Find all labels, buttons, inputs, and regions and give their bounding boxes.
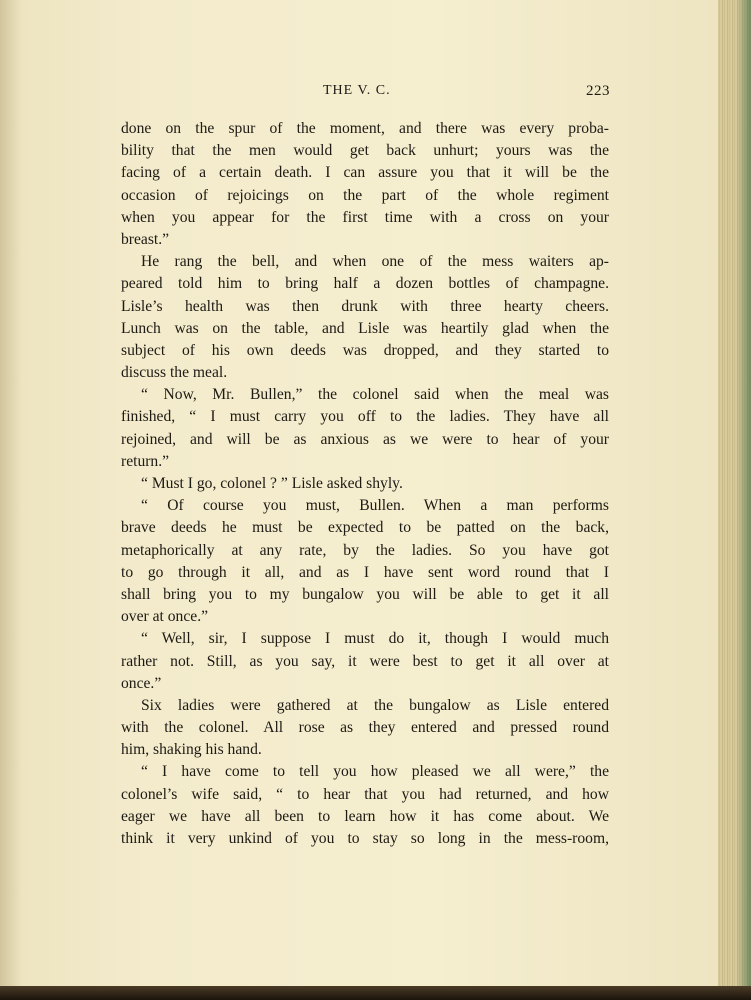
- text-line: once.”: [121, 674, 162, 692]
- text-line: bility that the men would get back unhurt; yours was the: [121, 142, 609, 160]
- text-line: Lisle’s health was then drunk with three hearty cheers.: [121, 297, 609, 315]
- text-line: eager we have all been to learn how it has come about. We: [121, 807, 609, 825]
- page-bottom-edge: [0, 986, 751, 1000]
- spine-shadow: [0, 0, 22, 988]
- text-line: peared told him to bring half a dozen bottles of champagne.: [121, 275, 609, 293]
- text-line: metaphorically at any rate, by the ladies. So you have got: [121, 541, 609, 559]
- text-line: colonel’s wife said, “ to hear that you had returned, and how: [121, 785, 609, 803]
- book-cover-edge: [736, 0, 751, 1000]
- running-title: THE V. C.: [323, 83, 391, 98]
- text-line: subject of his own deeds was dropped, and they started to: [121, 341, 609, 359]
- text-line: rejoined, and will be as anxious as we were to hear of your: [121, 430, 609, 448]
- text-line: occasion of rejoicings on the part of the whole regiment: [121, 186, 609, 204]
- text-line: when you appear for the first time with a cross on your: [121, 208, 609, 226]
- text-line: He rang the bell, and when one of the mess waiters ap-: [141, 253, 609, 271]
- text-line: “ Now, Mr. Bullen,” the colonel said when the meal was: [141, 386, 609, 404]
- text-line: “ Must I go, colonel ? ” Lisle asked shyly.: [141, 475, 403, 492]
- body-text: [121, 118, 609, 850]
- text-line: with the colonel. All rose as they entered and pressed round: [121, 719, 609, 737]
- text-line: “ Well, sir, I suppose I must do it, though I would much: [141, 630, 609, 648]
- text-line: Lunch was on the table, and Lisle was heartily glad when the: [121, 319, 609, 337]
- text-line: “ Of course you must, Bullen. When a man performs: [141, 497, 609, 515]
- text-line: brave deeds he must be expected to be patted on the back,: [121, 519, 609, 537]
- text-line: Six ladies were gathered at the bungalow as Lisle entered: [141, 696, 609, 714]
- text-line: shall bring you to my bungalow you will be able to get it all: [121, 585, 609, 603]
- text-line: return.”: [121, 452, 170, 470]
- text-line: him, shaking his hand.: [121, 741, 262, 759]
- text-line: rather not. Still, as you say, it were best to get it all over at: [121, 652, 609, 670]
- text-line: discuss the meal.: [121, 364, 228, 382]
- text-line: breast.”: [121, 230, 170, 248]
- text-line: facing of a certain death. I can assure you that it will be the: [121, 164, 609, 182]
- page-number: 223: [586, 83, 610, 99]
- running-head: [120, 83, 610, 103]
- text-line: finished, “ I must carry you off to the ladies. They have all: [121, 408, 609, 426]
- text-line: “ I have come to tell you how pleased we all were,” the: [141, 763, 609, 781]
- text-line: think it very unkind of you to stay so long in the mess-room,: [121, 830, 609, 847]
- text-line: done on the spur of the moment, and there was every proba-: [121, 120, 609, 137]
- text-line: over at once.”: [121, 608, 209, 626]
- text-line: to go through it all, and as I have sent word round that I: [121, 563, 609, 581]
